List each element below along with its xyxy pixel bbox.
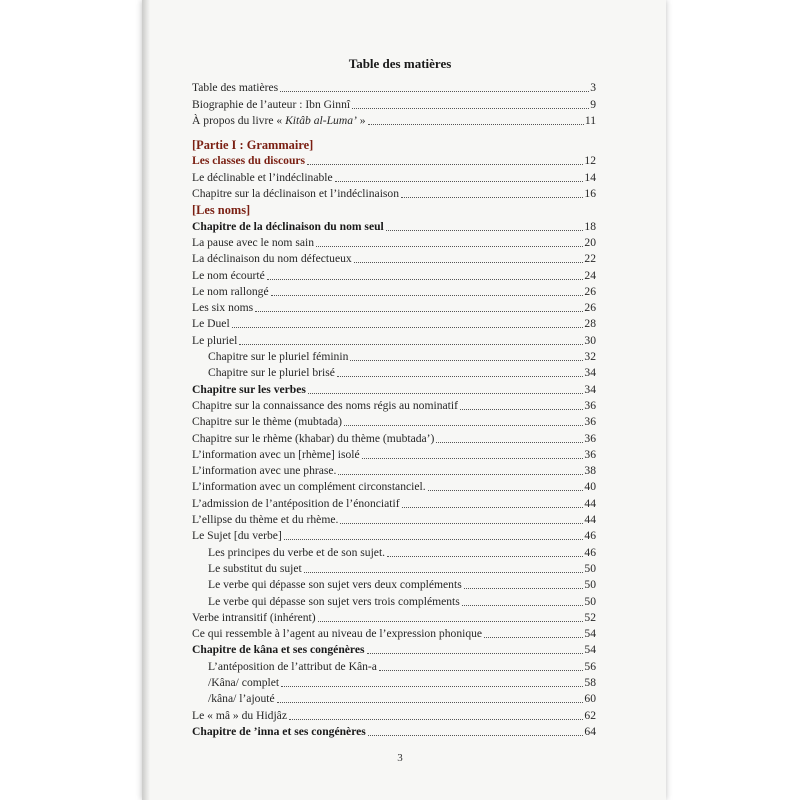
toc-leader-dots [308, 393, 584, 394]
toc-entry-page: 50 [584, 594, 596, 608]
toc-entry-page: 38 [584, 464, 596, 478]
toc-entry [192, 657, 596, 673]
toc-leader-dots [367, 653, 584, 654]
toc-entry [192, 331, 596, 347]
toc-entry-label: Le pluriel [192, 333, 238, 347]
toc-entry-label: /kâna/ l’ajouté [208, 692, 275, 706]
toc-leader-dots [436, 442, 583, 443]
toc-entry [192, 462, 596, 478]
toc-entry-label: Chapitre sur la connaissance des noms régis au nominatif [192, 398, 458, 412]
toc-entry [192, 95, 596, 111]
toc-entry-label: L’antéposition de l’attribut de Kân-a [208, 659, 377, 673]
toc-entry [192, 79, 596, 95]
toc-leader-dots [338, 474, 583, 475]
toc-entry [192, 380, 596, 396]
toc-entry [192, 446, 596, 462]
toc-entry-label: Chapitre sur le pluriel féminin [208, 350, 349, 364]
toc-leader-dots [462, 605, 584, 606]
toc-entry-page: 34 [584, 366, 596, 380]
toc-entry [192, 234, 596, 250]
toc-entry [192, 364, 596, 380]
toc-entry-label: Chapitre sur le thème (mubtada) [192, 415, 343, 429]
toc-entry-page: 28 [584, 317, 596, 331]
toc-entry-label: L’information avec un [rhème] isolé [192, 447, 360, 461]
toc-leader-dots [267, 279, 584, 280]
toc-entry [192, 168, 596, 184]
toc-leader-dots [401, 197, 583, 198]
toc-leader-dots [335, 181, 584, 182]
toc-entry-page: 9 [590, 97, 596, 111]
toc-entry-page: 14 [584, 170, 596, 184]
toc-entry [192, 315, 596, 331]
toc-entry-page: 11 [584, 113, 596, 127]
toc-entry-page: 26 [584, 301, 596, 315]
toc-leader-dots [271, 295, 584, 296]
toc-entry-page: 44 [584, 496, 596, 510]
table-of-contents [192, 79, 596, 739]
toc-entry [192, 112, 596, 128]
toc-leader-dots [362, 458, 584, 459]
toc-entry-label: Verbe intransitif (inhérent) [192, 610, 316, 624]
toc-entry-page: 36 [584, 447, 596, 461]
toc-entry-page: 54 [584, 643, 596, 657]
toc-leader-dots [350, 360, 583, 361]
toc-leader-dots [484, 637, 583, 638]
toc-entry-label: L’information avec une phrase. [192, 464, 337, 478]
toc-entry [192, 348, 596, 364]
toc-gap [192, 128, 596, 136]
toc-entry-label: Le Sujet [du verbe] [192, 529, 282, 543]
toc-entry-page: 32 [584, 350, 596, 364]
toc-entry [192, 609, 596, 625]
toc-entry-label: Chapitre de ’inna et ses congénères [192, 724, 366, 738]
toc-leader-dots [386, 230, 584, 231]
toc-leader-dots [316, 246, 583, 247]
toc-leader-dots [354, 262, 584, 263]
toc-leader-dots [379, 670, 583, 671]
toc-entry-label: Chapitre sur le pluriel brisé [208, 366, 335, 380]
toc-entry-page: 50 [584, 561, 596, 575]
page-number: 3 [397, 752, 403, 764]
toc-leader-dots [239, 344, 583, 345]
toc-entry-label: Le verbe qui dépasse son sujet vers trois compléments [208, 594, 460, 608]
toc-entry [192, 706, 596, 722]
toc-entry [192, 201, 596, 217]
toc-entry-label: La déclinaison du nom défectueux [192, 252, 352, 266]
toc-entry-label: Le nom rallongé [192, 284, 269, 298]
toc-entry-page: 16 [584, 187, 596, 201]
toc-entry-label: Le verbe qui dépasse son sujet vers deux compléments [208, 578, 462, 592]
toc-entry-label: Chapitre de la déclinaison du nom seul [192, 219, 384, 233]
toc-leader-dots [318, 621, 584, 622]
toc-entry-page: 44 [584, 513, 596, 527]
toc-leader-dots [337, 376, 584, 377]
toc-entry-page: 46 [584, 529, 596, 543]
toc-entry-label: À propos du livre « Kitâb al-Luma’ » [192, 113, 366, 127]
toc-leader-dots [280, 91, 589, 92]
toc-leader-dots [428, 490, 584, 491]
page-title: Table des matières [348, 56, 452, 71]
toc-leader-dots [284, 539, 584, 540]
toc-entry-label: Ce qui ressemble à l’agent au niveau de l’expression phonique [192, 627, 483, 641]
toc-entry-label: Chapitre de kâna et ses congénères [192, 643, 365, 657]
toc-entry-page: 64 [584, 724, 596, 738]
toc-entry [192, 576, 596, 592]
toc-entry [192, 641, 596, 657]
toc-leader-dots [387, 556, 583, 557]
toc-entry-label: [Partie I : Grammaire] [192, 138, 314, 153]
toc-entry-label: Biographie de l’auteur : Ibn Ginnî [192, 97, 351, 111]
toc-entry-page: 46 [584, 545, 596, 559]
toc-entry [192, 429, 596, 445]
toc-leader-dots [464, 588, 584, 589]
toc-entry-label: Chapitre sur le rhème (khabar) du thème (mubtada’) [192, 431, 435, 445]
toc-entry-label: L’admission de l’antéposition de l’énonciatif [192, 496, 400, 510]
toc-entry-label: L’ellipse du thème et du rhème. [192, 513, 339, 527]
toc-entry-label: Table des matières [192, 81, 279, 95]
toc-entry-label: Le nom écourté [192, 268, 265, 282]
toc-entry [192, 527, 596, 543]
toc-entry-label: Chapitre sur la déclinaison et l’indéclinaison [192, 187, 400, 201]
toc-leader-dots [307, 164, 583, 165]
toc-entry [192, 152, 596, 168]
toc-entry [192, 543, 596, 559]
toc-entry-page: 18 [584, 219, 596, 233]
toc-entry-page: 60 [584, 692, 596, 706]
toc-entry-page: 26 [584, 284, 596, 298]
toc-entry-label: Le Duel [192, 317, 230, 331]
toc-entry-label: Les principes du verbe et de son sujet. [208, 545, 386, 559]
toc-entry [192, 674, 596, 690]
toc-entry-page: 40 [584, 480, 596, 494]
toc-entry [192, 413, 596, 429]
toc-entry [192, 723, 596, 739]
toc-entry [192, 560, 596, 576]
toc-entry-label: Le déclinable et l’indéclinable [192, 170, 333, 184]
toc-leader-dots [368, 124, 584, 125]
toc-entry-label: Les classes du discours [192, 154, 306, 168]
toc-entry-label: Le substitut du sujet [208, 561, 302, 575]
toc-entry-page: 58 [584, 675, 596, 689]
toc-entry-page: 30 [584, 333, 596, 347]
toc-entry [192, 283, 596, 299]
toc-leader-dots [344, 425, 583, 426]
toc-entry-page: 3 [590, 81, 596, 95]
toc-entry [192, 625, 596, 641]
toc-entry-label: [Les noms] [192, 203, 251, 218]
toc-leader-dots [402, 507, 584, 508]
toc-leader-dots [281, 686, 583, 687]
toc-leader-dots [368, 735, 584, 736]
toc-leader-dots [232, 327, 584, 328]
toc-entry [192, 266, 596, 282]
toc-leader-dots [255, 311, 583, 312]
page-gutter-shadow [142, 0, 150, 800]
toc-entry-page: 12 [584, 154, 596, 168]
toc-entry-page: 22 [584, 252, 596, 266]
toc-entry [192, 397, 596, 413]
toc-entry-page: 34 [584, 382, 596, 396]
toc-entry-page: 20 [584, 235, 596, 249]
toc-entry-label: Les six noms [192, 301, 254, 315]
toc-entry-label: L’information avec un complément circonstanciel. [192, 480, 426, 494]
toc-entry [192, 511, 596, 527]
toc-leader-dots [340, 523, 583, 524]
toc-entry-page: 36 [584, 415, 596, 429]
toc-entry-label: La pause avec le nom sain [192, 235, 315, 249]
toc-entry [192, 299, 596, 315]
toc-entry [192, 185, 596, 201]
toc-entry-label: /Kâna/ complet [208, 675, 280, 689]
toc-leader-dots [277, 702, 584, 703]
toc-entry [192, 592, 596, 608]
toc-leader-dots [352, 108, 589, 109]
toc-entry-page: 62 [584, 708, 596, 722]
toc-entry [192, 250, 596, 266]
toc-entry-page: 36 [584, 431, 596, 445]
toc-entry [192, 136, 596, 152]
toc-entry-page: 52 [584, 610, 596, 624]
toc-entry [192, 217, 596, 233]
toc-leader-dots [460, 409, 583, 410]
toc-entry-page: 54 [584, 627, 596, 641]
toc-entry-label: Chapitre sur les verbes [192, 382, 306, 396]
toc-leader-dots [289, 719, 583, 720]
toc-entry-page: 56 [584, 659, 596, 673]
toc-entry [192, 478, 596, 494]
toc-entry [192, 494, 596, 510]
toc-entry [192, 690, 596, 706]
toc-entry-page: 24 [584, 268, 596, 282]
toc-leader-dots [304, 572, 584, 573]
toc-entry-page: 36 [584, 398, 596, 412]
toc-entry-label: Le « mâ » du Hidjâz [192, 708, 287, 722]
toc-entry-page: 50 [584, 578, 596, 592]
